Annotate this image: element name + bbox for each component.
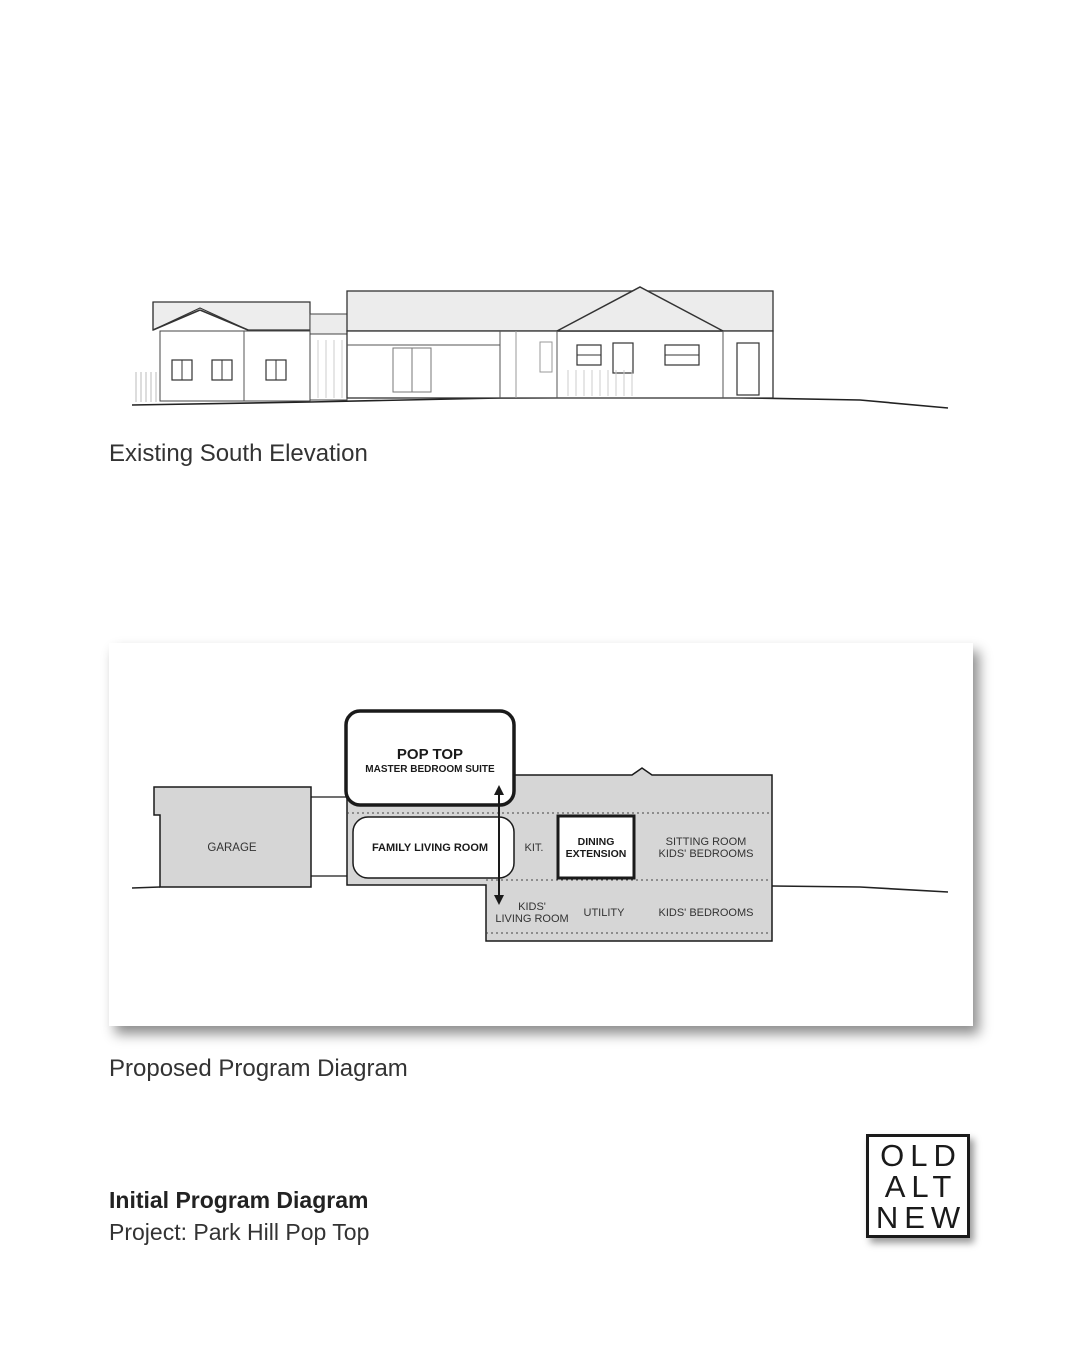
utility-label: UTILITY (583, 907, 625, 919)
kids-bedrooms-upper-label: KIDS' BEDROOMS (658, 848, 754, 860)
kitchen-label: KIT. (524, 842, 544, 854)
kids-bedrooms-lower-label: KIDS' BEDROOMS (658, 907, 754, 919)
proposed-diagram-caption: Proposed Program Diagram (109, 1055, 408, 1082)
garage-label: GARAGE (207, 842, 257, 854)
family-living-label: FAMILY LIVING ROOM (371, 842, 489, 854)
old-alt-new-logo (866, 1134, 970, 1238)
dining-label-line2: EXTENSION (565, 848, 627, 860)
logo-line-2: ALT (884, 1168, 958, 1204)
sitting-room-label: SITTING ROOM (665, 836, 747, 848)
existing-elevation-caption: Existing South Elevation (109, 440, 368, 467)
footer-title: Initial Program Diagram (109, 1187, 369, 1213)
pop-top-subtitle: MASTER BEDROOM SUITE (365, 764, 495, 775)
dining-label-line1: DINING (577, 836, 615, 848)
logo-line-1: OLD (880, 1137, 962, 1173)
pop-top-title: POP TOP (396, 746, 464, 763)
logo-line-3: NEW (875, 1199, 967, 1235)
kids-living-label-line1: KIDS' (518, 901, 546, 913)
garage-block (154, 787, 311, 887)
kids-living-label-line2: LIVING ROOM (495, 913, 569, 925)
footer-project: Project: Park Hill Pop Top (109, 1219, 370, 1245)
